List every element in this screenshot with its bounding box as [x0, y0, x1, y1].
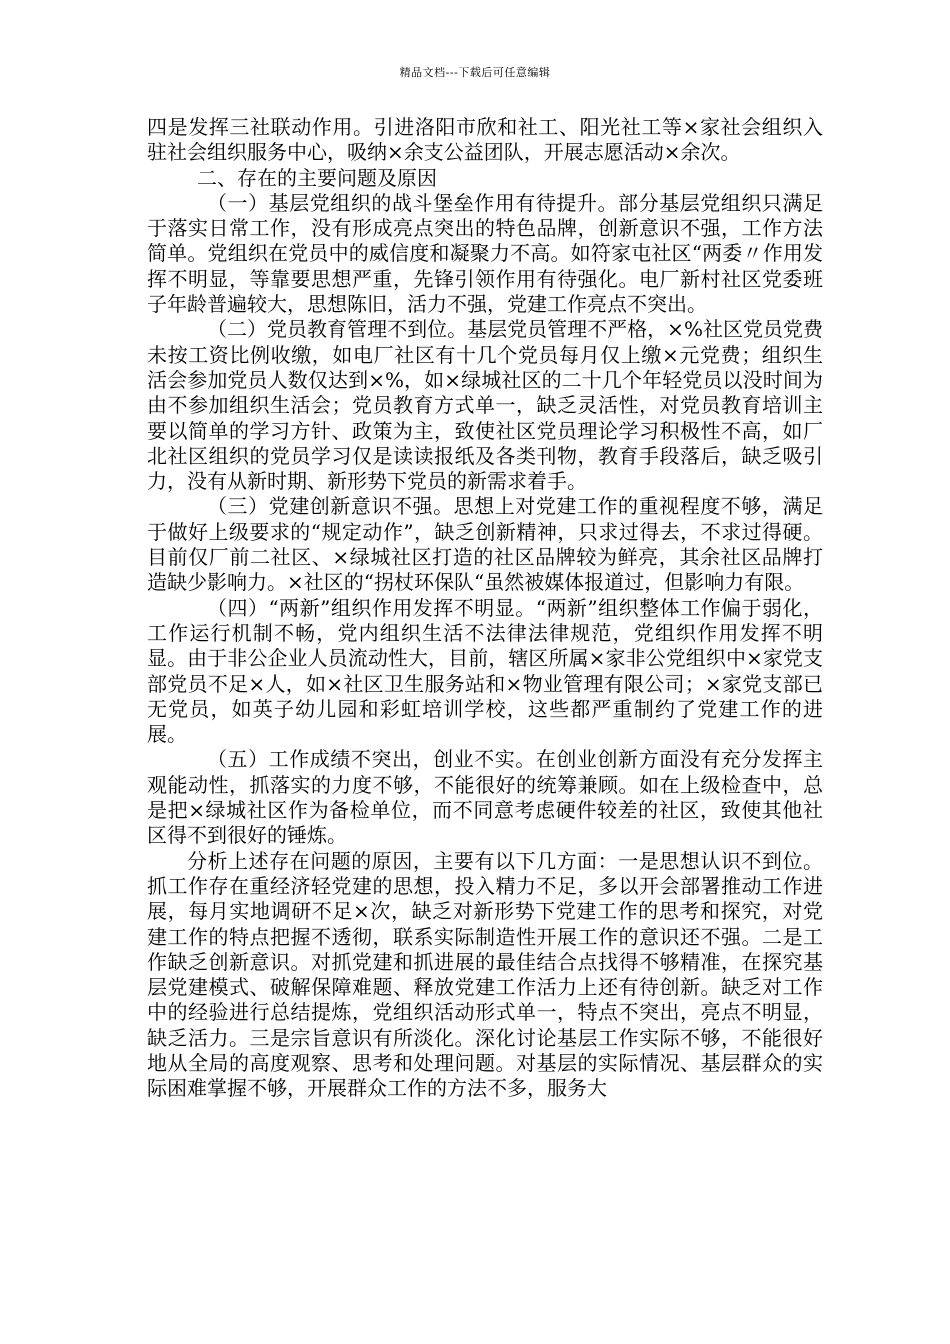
- page-header: 精品文档---下载后可任意编辑: [399, 66, 551, 79]
- section-heading-problems: 二、存在的主要问题及原因: [197, 165, 437, 190]
- paragraph-problem-4: （四）“两新”组织作用发挥不明显。“两新”组织整体工作偏于弱化，工作运行机制不畅，党内组织生活不法律法律规范，党组织作用发挥不明显。由于非公企业人员流动性大，目前，辖区所属×家非公党组织中×家党支部党员不足×人，如×社区卫生服务站和×物业管理有限公司；×家党支部已无党员，如英子幼儿园和彩虹培训学校，这些都严重制约了党建工作的进展。: [147, 595, 823, 747]
- paragraph-problem-1: （一）基层党组织的战斗堡垒作用有待提升。部分基层党组织只满足于落实日常工作，没有形成亮点突出的特色品牌，创新意识不强，工作方法简单。党组织在党员中的威信度和凝聚力不高。如符家屯社区“两委〃作用发挥不明显，等靠要思想严重，先锋引领作用有待强化。电厂新村社区党委班子年龄普遍较大，思想陈旧，活力不强，党建工作亮点不突出。: [147, 190, 823, 317]
- paragraph-three-society-linkage: 四是发挥三社联动作用。引进洛阳市欣和社工、阳光社工等×家社会组织入驻社会组织服务中心，吸纳×余支公益团队，开展志愿活动×余次。: [147, 115, 823, 165]
- paragraph-problem-5: （五）工作成绩不突出，创业不实。在创业创新方面没有充分发挥主观能动性，抓落实的力度不够，不能很好的统筹兼顾。如在上级检查中，总是把×绿城社区作为备检单位，而不同意考虑硬件较差的社区，致使其他社区得不到很好的锤炼。: [147, 747, 823, 848]
- paragraph-problem-3: （三）党建创新意识不强。思想上对党建工作的重视程度不够，满足于做好上级要求的“规定动作”，缺乏创新精神，只求过得去，不求过得硬。目前仅厂前二社区、×绿城社区打造的社区品牌较为鲜亮，其余社区品牌打造缺少影响力。×社区的“拐杖环保队“虽然被媒体报道过，但影响力有限。: [147, 494, 823, 595]
- paragraph-cause-analysis: 分析上述存在问题的原因，主要有以下几方面：一是思想认识不到位。抓工作存在重经济轻党建的思想，投入精力不足，多以开会部署推动工作进展，每月实地调研不足×次，缺乏对新形势下党建工作的思考和探究，对党建工作的特点把握不透彻，联系实际制造性开展工作的意识还不强。二是工作缺乏创新意识。对抓党建和抓进展的最佳结合点找得不够精准，在探究基层党建模式、破解保障难题、释放党建工作活力上还有待创新。缺乏对工作中的经验进行总结提炼，党组织活动形式单一，特点不突出，亮点不明显，缺乏活力。三是宗旨意识有所淡化。深化讨论基层工作实际不够，不能很好地从全局的高度观察、思考和处理问题。对基层的实际情况、基层群众的实际困难掌握不够，开展群众工作的方法不多，服务大: [147, 848, 823, 1101]
- paragraph-problem-2: （二）党员教育管理不到位。基层党员管理不严格，×%社区党员党费未按工资比例收缴，如电厂社区有十几个党员每月仅上缴×元党费；组织生活会参加党员人数仅达到×%，如×绿城社区的二十几个年轻党员以没时间为由不参加组织生活会；党员教育方式单一，缺乏灵活性，对党员教育培训主要以简单的学习方针、政策为主，致使社区党员理论学习积极性不高，如厂北社区组织的党员学习仅是读读报纸及各类刊物，教育手段落后，缺乏吸引力，没有从新时期、新形势下党员的新需求着手。: [147, 317, 823, 494]
- document-body: [147, 115, 823, 1102]
